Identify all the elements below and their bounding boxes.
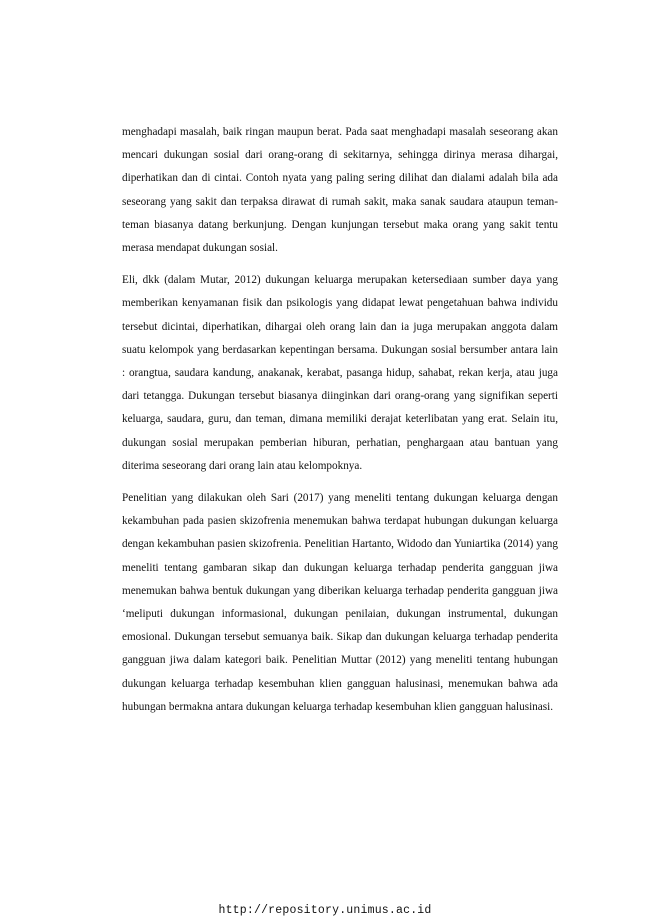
paragraph-3: Penelitian yang dilakukan oleh Sari (2017) yang meneliti tentang dukungan keluarga dengan kekambuhan pada pasien skizofrenia menemukan bahwa terdapat hubungan dukungan keluarga dengan kekambuhan pasien skizofrenia. Penelitian Hartanto, Widodo dan Yuniartika (2014) yang meneliti tentang gambaran sikap dan dukungan keluarga terhadap penderita gangguan jiwa menemukan bahwa bentuk dukungan yang diberikan keluarga terhadap penderita gangguan jiwa ‘meliputi dukungan informasional, dukungan penilaian, dukungan instrumental, dukungan emosional. Dukungan tersebut semuanya baik. Sikap dan dukungan keluarga terhadap penderita gangguan jiwa dalam kategori baik. Penelitian Muttar (2012) yang meneliti tentang hubungan dukungan keluarga terhadap kesembuhan klien gangguan halusinasi, menemukan bahwa ada hubungan bermakna antara dukungan keluarga terhadap kesembuhan klien gangguan halusinasi. bbox=[122, 492, 558, 713]
paragraph-1: menghadapi masalah, baik ringan maupun berat. Pada saat menghadapi masalah seseorang akan mencari dukungan sosial dari orang-orang di sekitarnya, sehingga dirinya merasa dihargai, diperhatikan dan di cintai. Contoh nyata yang paling sering dilihat dan dialami adalah bila ada seseorang yang sakit dan terpaksa dirawat di rumah sakit, maka sanak saudara ataupun teman-teman biasanya datang berkunjung. Dengan kunjungan tersebut maka orang yang sakit tentu merasa mendapat dukungan sosial. bbox=[122, 126, 558, 255]
paragraph-2: Eli, dkk (dalam Mutar, 2012) dukungan keluarga merupakan ketersediaan sumber daya yang memberikan kenyamanan fisik dan psikologis yang didapat lewat pengetahuan bahwa individu tersebut dicintai, diperhatikan, dihargai oleh orang lain dan ia juga merupakan anggota dalam suatu kelompok yang berdasarkan kepentingan bersama. Dukungan sosial bersumber antara lain : orangtua, saudara kandung, anakanak, kerabat, pasanga hidup, sahabat, rekan kerja, atau juga dari tetangga. Dukungan tersebut biasanya diinginkan dari orang-orang yang signifikan seperti keluarga, saudara, guru, dan teman, dimana memiliki derajat keterlibatan yang erat. Selain itu, dukungan sosial merupakan pemberian hiburan, perhatian, penghargaan atau bantuan yang diterima seseorang dari orang lain atau kelompoknya. bbox=[122, 274, 558, 472]
footer-repository-url: http://repository.unimus.ac.id bbox=[218, 904, 432, 917]
body-text bbox=[122, 121, 558, 728]
